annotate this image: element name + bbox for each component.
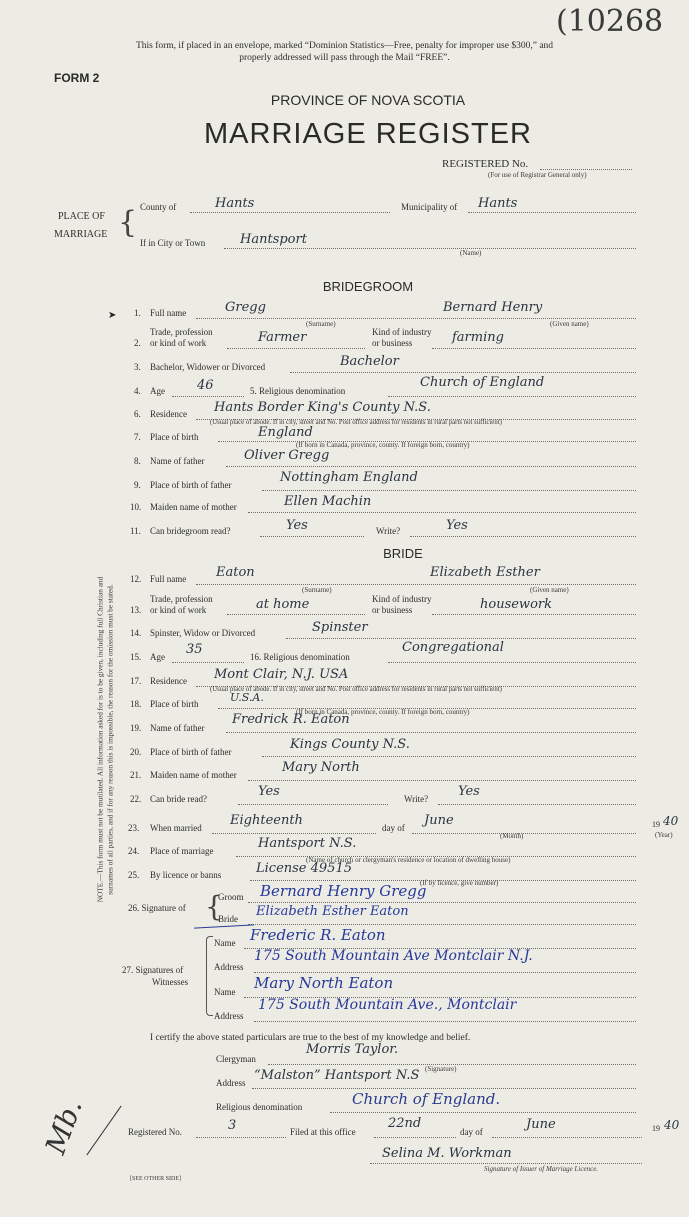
bride-sig-label: Bride [218, 914, 238, 924]
trade-label-a: Trade, profession [150, 327, 213, 337]
clergy-denomination: Church of England. [352, 1090, 501, 1108]
marriage-day: Eighteenth [230, 813, 303, 828]
municipality-line [468, 212, 636, 213]
witness2-address-line [254, 1021, 636, 1022]
groom-religion: Church of England [420, 375, 545, 390]
line-number: 14. [130, 628, 142, 638]
marriage-month-line [412, 833, 636, 834]
place-of-marriage-label: Place of marriage [150, 846, 214, 856]
groom-mother: Ellen Machin [284, 494, 372, 509]
residence-label: Residence [150, 409, 187, 419]
age-label: Age [150, 386, 165, 396]
industry-label-a: Kind of industry [372, 327, 432, 337]
bride-name-line [196, 584, 636, 585]
marriage-month: June [424, 813, 454, 828]
bride-age: 35 [186, 642, 203, 657]
groom-religion-line [388, 396, 636, 397]
county-value: Hants [215, 196, 255, 211]
witness1-name-label: Name [214, 938, 236, 948]
witness2-name-label: Name [214, 987, 236, 997]
groom-name-line [196, 318, 636, 319]
line-number: 20. [130, 747, 142, 757]
bride-status-line [286, 638, 636, 639]
witness2-address: 175 South Mountain Ave., Montclair [258, 997, 517, 1013]
bride-mother: Mary North [282, 760, 360, 775]
clergy-denomination-line [330, 1112, 636, 1113]
groom-mother-line [248, 512, 636, 513]
bride-trade-line [227, 614, 365, 615]
religion-label: 16. Religious denomination [250, 652, 350, 662]
groom-status-label: Bachelor, Widower or Divorced [150, 362, 266, 372]
witness1-address-line [254, 972, 636, 973]
bride-religion: Congregational [402, 640, 504, 655]
groom-read-line [260, 536, 364, 537]
issuer-caption: Signature of Issuer of Marriage Licence. [484, 1165, 599, 1173]
bride-heading: BRIDE [383, 546, 423, 561]
bride-father-birth: Kings County N.S. [290, 737, 410, 752]
groom-read: Yes [286, 518, 308, 533]
registrar-note: (For use of Registrar General only) [488, 171, 587, 179]
day-of-label: day of [382, 823, 405, 833]
city-label: If in City or Town [140, 238, 206, 248]
city-line [224, 248, 636, 249]
industry-label-a: Kind of industry [372, 594, 432, 604]
surname-caption: (Surname) [306, 320, 336, 328]
groom-father-line [226, 466, 636, 467]
line-number: 2. [134, 338, 141, 348]
residence-caption: (Usual place of abode. If in city, street and No. Post office address for residents in rural parts not sufficient) [210, 686, 502, 693]
groom-write-line [410, 536, 636, 537]
serial-number: (10268 [556, 4, 664, 39]
trade-label-b: or kind of work [150, 605, 207, 615]
when-married-label: When married [150, 823, 202, 833]
groom-father-birth: Nottingham England [280, 470, 418, 485]
surname-caption: (Surname) [302, 586, 332, 594]
marriage-day-line [212, 833, 376, 834]
year-prefix: 19 [652, 820, 660, 829]
line-number: 1. [134, 308, 141, 318]
registered-no-label: Registered No. [128, 1127, 182, 1137]
bride-surname: Eaton [216, 565, 255, 580]
groom-industry-line [432, 348, 636, 349]
line-number: 19. [130, 723, 142, 733]
groom-trade-line [227, 348, 365, 349]
groom-sig-label: Groom [218, 892, 244, 902]
filed-year: 40 [664, 1118, 680, 1132]
filed-label: Filed at this office [290, 1127, 356, 1137]
page-title: MARRIAGE REGISTER [204, 118, 532, 150]
margin-initials: Mb. [38, 1094, 89, 1159]
father-birth-label: Place of birth of father [150, 747, 232, 757]
witness2-address-label: Address [214, 1011, 244, 1021]
bride-mother-line [248, 780, 636, 781]
groom-signature: Bernard Henry Gregg [260, 882, 427, 900]
religion-label: 5. Religious denomination [250, 386, 346, 396]
margin-note-line-1: NOTE.—This form must not be mutilated. All information asked for is to be given, including full Christian and [95, 576, 105, 903]
clergy-denomination-label: Religious denomination [216, 1102, 303, 1112]
line-number: 21. [130, 770, 142, 780]
witnesses-brace [206, 936, 213, 1016]
margin-pen-stroke [86, 1106, 121, 1156]
groom-birthplace: England [258, 425, 313, 440]
birthplace-label: Place of birth [150, 699, 199, 709]
write-label: Write? [376, 526, 401, 536]
bride-father-birth-line [262, 756, 636, 757]
clergy-address-label: Address [216, 1078, 246, 1088]
witness1-name: Frederic R. Eaton [250, 926, 386, 944]
marriage-year: 40 [663, 814, 679, 828]
groom-given-name: Bernard Henry [443, 300, 543, 315]
bride-read-label: Can bride read? [150, 794, 207, 804]
bride-status: Spinster [312, 620, 368, 635]
groom-sig-line [248, 902, 636, 903]
margin-note-line-2: surnames of all parties, and if for any reason this is impossible, the reason for the omission must be stated. [105, 584, 115, 895]
filed-year-prefix: 19 [652, 1124, 660, 1133]
filed-day-line [374, 1137, 456, 1138]
place-of-label: PLACE OF [58, 211, 105, 222]
full-name-label: Full name [150, 574, 187, 584]
bride-industry: housework [480, 597, 552, 612]
year-caption: (Year) [655, 831, 673, 839]
groom-status-line [290, 372, 636, 373]
marriage-place: Hantsport N.S. [258, 836, 357, 851]
bride-status-label: Spinster, Widow or Divorced [150, 628, 256, 638]
signature-caption: (Signature) [425, 1065, 457, 1073]
age-label: Age [150, 652, 165, 662]
bride-write-line [438, 804, 636, 805]
bride-write: Yes [458, 784, 480, 799]
groom-father-birth-line [262, 490, 636, 491]
groom-father: Oliver Gregg [244, 448, 330, 463]
franking-notice-line-2: properly addressed will pass through the Mail “FREE”. [239, 53, 450, 63]
groom-trade: Farmer [258, 330, 307, 345]
line-number: 17. [130, 676, 142, 686]
bride-father: Fredrick R. Eaton [232, 712, 350, 727]
issuer-line [370, 1163, 642, 1164]
bullet-icon: ➤ [108, 310, 117, 321]
bride-given-name: Elizabeth Esther [430, 565, 540, 580]
bride-sig-line [248, 924, 636, 925]
birthplace-label: Place of birth [150, 432, 199, 442]
signature-pen-stroke [194, 924, 254, 928]
line-number: 8. [134, 456, 141, 466]
father-label: Name of father [150, 723, 205, 733]
industry-label-b: or business [372, 338, 413, 348]
month-caption: (Month) [500, 832, 524, 840]
bride-industry-line [432, 614, 636, 615]
county-line [190, 212, 390, 213]
mother-label: Maiden name of mother [150, 770, 237, 780]
trade-label-a: Trade, profession [150, 594, 213, 604]
issuer-signature: Selina M. Workman [382, 1146, 512, 1161]
line-number: 15. [130, 652, 142, 662]
mother-label: Maiden name of mother [150, 502, 237, 512]
province-heading: PROVINCE OF NOVA SCOTIA [270, 92, 466, 108]
place-caption: (Name of church or clergyman's residence or location of dwelling house) [306, 856, 511, 864]
licence-caption: (If by licence, give number) [420, 879, 499, 887]
line-number: 13. [130, 605, 142, 615]
line-number: 4. [134, 386, 141, 396]
industry-label-b: or business [372, 605, 413, 615]
city-value: Hantsport [240, 232, 307, 247]
bride-residence: Mont Clair, N.J. USA [214, 667, 349, 682]
bride-signature: Elizabeth Esther Eaton [256, 904, 409, 919]
signature-of-label: 26. Signature of [128, 903, 186, 913]
form-label: FORM 2 [54, 71, 100, 85]
bride-father-line [226, 732, 636, 733]
line-number: 23. [128, 823, 140, 833]
line-number: 7. [134, 432, 141, 442]
witness1-address-label: Address [214, 962, 244, 972]
groom-age: 46 [197, 378, 214, 393]
clergyman-label: Clergyman [216, 1054, 256, 1064]
filed-day: 22nd [388, 1116, 422, 1131]
line-number: 10. [130, 502, 142, 512]
registered-value: 3 [228, 1118, 237, 1133]
signature-brace: { [205, 890, 223, 923]
line-number: 12. [130, 574, 142, 584]
witness1-address: 175 South Mountain Ave Montclair N.J. [254, 948, 533, 964]
certification-statement: I certify the above stated particulars are true to the best of my knowledge and belief. [150, 1033, 471, 1043]
trade-label-b: or kind of work [150, 338, 207, 348]
line-number: 24. [128, 846, 140, 856]
registered-no-line [540, 169, 632, 170]
groom-status: Bachelor [340, 354, 399, 369]
father-label: Name of father [150, 456, 205, 466]
franking-notice-line-1: This form, if placed in an envelope, marked “Dominion Statistics—Free, penalty for improper use $300,” and [135, 41, 554, 51]
bridegroom-heading: BRIDEGROOM [322, 279, 414, 294]
see-other-side: [SEE OTHER SIDE] [130, 1176, 181, 1182]
given-caption: (Given name) [530, 586, 569, 594]
licence-number: License 49515 [256, 861, 352, 876]
clergy-address: “Malston” Hantsport N.S [254, 1068, 420, 1083]
bride-trade: at home [256, 597, 310, 612]
birth-caption: (If born in Canada, province, county. If foreign born, country) [296, 708, 470, 716]
line-number: 11. [130, 526, 141, 536]
bride-religion-line [388, 662, 636, 663]
bride-read: Yes [258, 784, 280, 799]
filed-month-line [492, 1137, 642, 1138]
bride-birthplace: U.S.A. [230, 691, 264, 704]
registered-no-label: REGISTERED No. [442, 158, 529, 170]
marriage-label: MARRIAGE [54, 229, 108, 240]
county-label: County of [140, 202, 177, 212]
bride-age-line [172, 662, 244, 663]
bride-read-line [238, 804, 388, 805]
line-number: 9. [134, 480, 141, 490]
clergyman-signature: Morris Taylor. [306, 1042, 399, 1057]
given-caption: (Given name) [550, 320, 589, 328]
witness2-name: Mary North Eaton [254, 974, 394, 992]
line-number: 25. [128, 870, 140, 880]
line-number: 3. [134, 362, 141, 372]
filed-month: June [526, 1117, 556, 1132]
groom-industry: farming [452, 330, 504, 345]
licence-label: By licence or banns [150, 870, 222, 880]
registered-value-line [196, 1137, 286, 1138]
line-number: 22. [130, 794, 142, 804]
birth-caption: (If born in Canada, province, county. If foreign born, country) [296, 441, 470, 449]
municipality-label: Municipality of [401, 202, 458, 212]
witnesses-label-a: 27. Signatures of [122, 965, 184, 975]
line-number: 6. [134, 409, 141, 419]
residence-caption: (Usual place of abode. If in city, street and No. Post office address for residents in rural parts not sufficient) [210, 419, 502, 426]
groom-residence: Hants Border King's County N.S. [214, 400, 431, 415]
write-label: Write? [404, 794, 429, 804]
groom-surname: Gregg [225, 300, 266, 315]
father-birth-label: Place of birth of father [150, 480, 232, 490]
clergy-address-line [252, 1088, 636, 1089]
groom-write: Yes [446, 518, 468, 533]
place-brace: { [118, 205, 138, 240]
groom-read-label: Can bridegroom read? [150, 526, 231, 536]
witnesses-label-b: Witnesses [152, 977, 189, 987]
municipality-value: Hants [478, 196, 518, 211]
filed-day-of-label: day of [460, 1127, 483, 1137]
residence-label: Residence [150, 676, 187, 686]
name-caption: (Name) [460, 249, 482, 257]
full-name-label: Full name [150, 308, 187, 318]
groom-age-line [172, 396, 244, 397]
line-number: 18. [130, 699, 142, 709]
